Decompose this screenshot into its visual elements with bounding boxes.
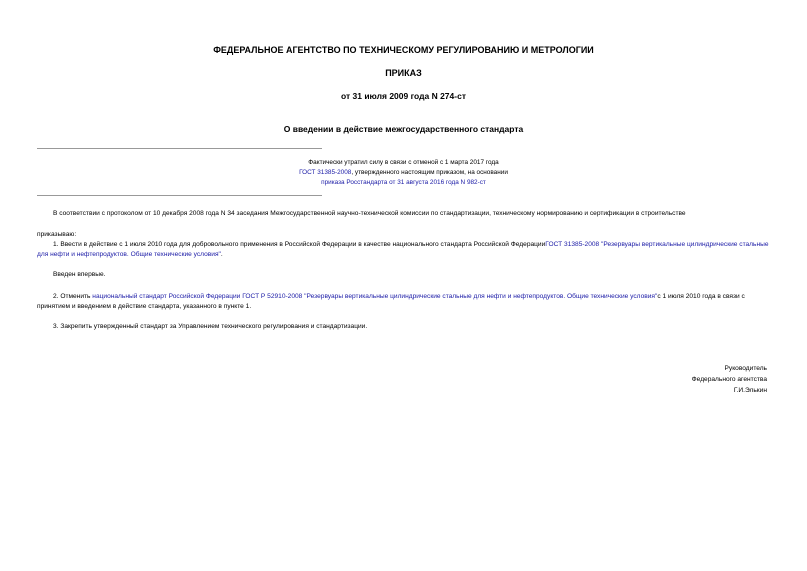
doc-type-heading: ПРИКАЗ — [385, 68, 422, 78]
date-number-heading: от 31 июля 2009 года N 274-ст — [341, 91, 466, 101]
subject-heading: О введении в действие межгосударственного стандарта — [283, 124, 524, 134]
signature-block — [692, 363, 767, 396]
item-2-link[interactable]: национальный стандарт Российской Федерации ГОСТ Р 52910-2008 "Резервуары вертикальные цилиндрические стальные для нефти и нефтепродуктов. Общие технические условия" — [92, 293, 658, 300]
item-1-link[interactable]: ГОСТ 31385-2008 "Резервуары вертикальные цилиндрические стальные для нефти и нефтепродуктов. Общие технические условия" — [37, 241, 769, 258]
item-2-end: с 1 июля 2010 года в связи с принятием и введением в действие стандарта, указанного в пункте 1. — [37, 293, 745, 310]
item-1-end: . — [220, 250, 223, 258]
status-note-line3 — [0, 178, 807, 188]
item-1 — [37, 240, 769, 259]
rosstandart-order-link[interactable]: приказа Росстандарта от 31 августа 2016 года N 982-ст — [321, 179, 486, 186]
agency-heading: ФЕДЕРАЛЬНОЕ АГЕНТСТВО ПО ТЕХНИЧЕСКОМУ РЕГУЛИРОВАНИЮ И МЕТРОЛОГИИ — [213, 45, 594, 55]
item-2 — [37, 292, 769, 311]
item-2-start: 2. Отменить — [53, 293, 93, 300]
item-1-text: 1. Ввести в действие с 1 июля 2010 года для добровольного применения в Российской Федерации в качестве национального стандарта Российской Федерации — [53, 241, 546, 248]
status-note-line2-text: , утвержденного настоящим приказом, на основании — [351, 169, 508, 176]
signature-title: Руководитель — [724, 365, 767, 372]
status-note-line2 — [0, 168, 807, 178]
status-note — [0, 158, 807, 188]
status-note-line1: Фактически утратил силу в связи с отменой с 1 марта 2017 года — [308, 159, 499, 166]
order-word: приказываю: — [37, 231, 77, 238]
signature-name: Г.И.Элькин — [733, 387, 767, 394]
gost-link[interactable]: ГОСТ 31385-2008 — [299, 169, 352, 176]
divider-top — [37, 148, 322, 149]
divider-bottom — [37, 195, 322, 196]
item-3: 3. Закрепить утвержденный стандарт за Управлением технического регулирования и стандартизации. — [53, 323, 368, 330]
preamble: В соответствии с протоколом от 10 декабря 2008 года N 34 заседания Межгосударственной научно-технической комиссии по стандартизации, техническому нормированию и сертификации в строительстве — [53, 210, 686, 217]
signature-agency: Федерального агентства — [691, 376, 767, 383]
item-1-note: Введен впервые. — [53, 271, 106, 278]
